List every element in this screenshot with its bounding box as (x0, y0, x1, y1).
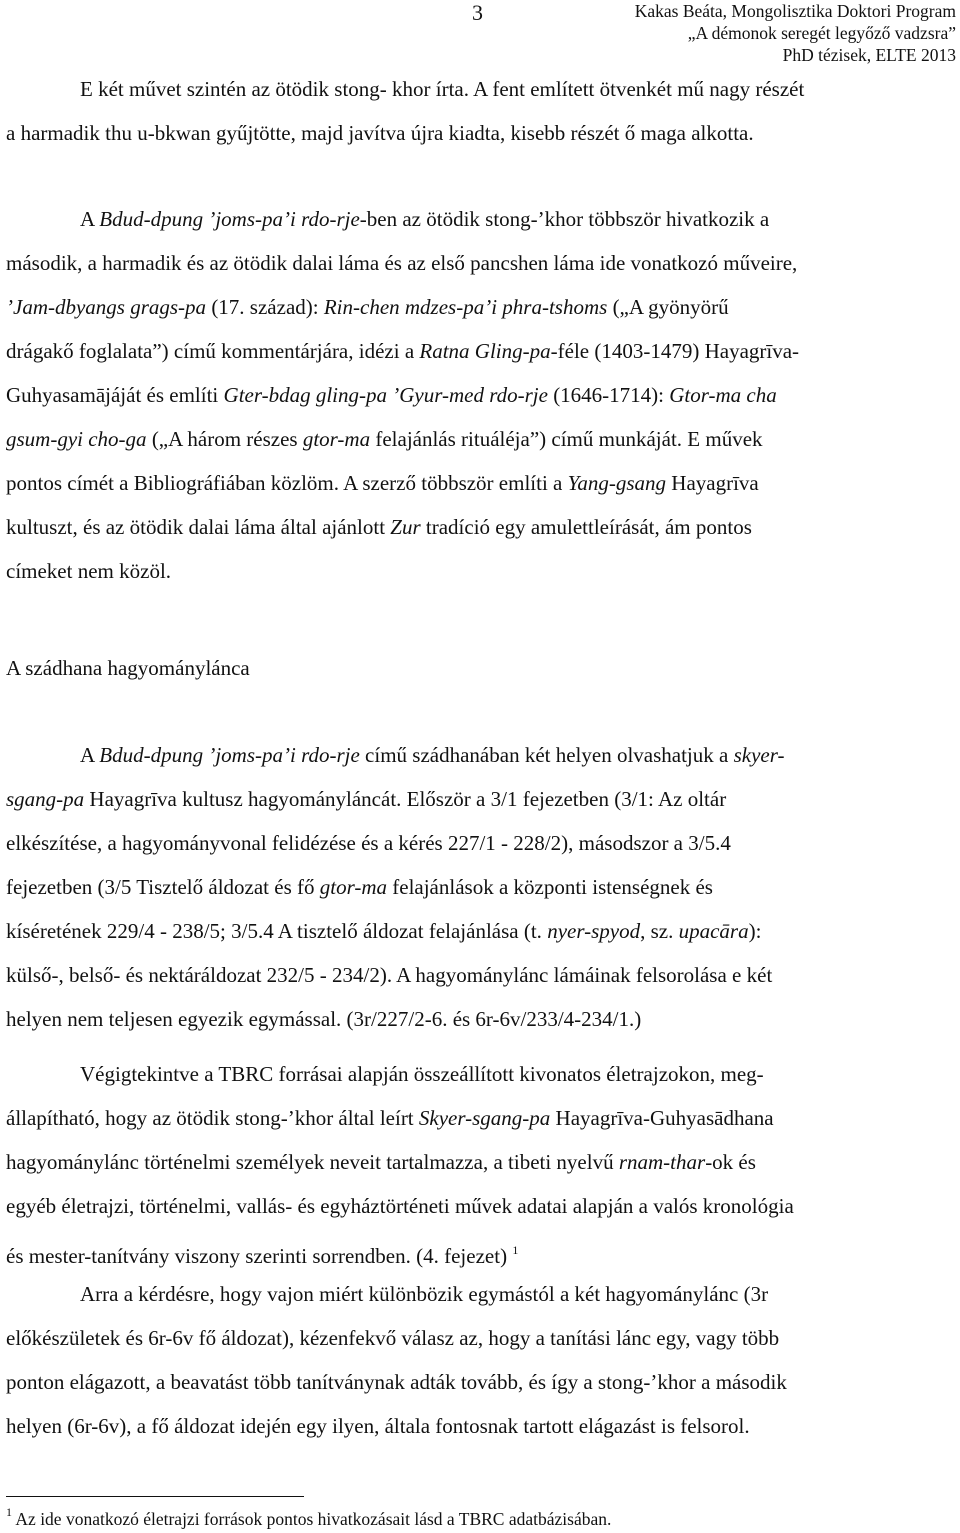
text-line: állapítható, hogy az ötödik stong-’khor által leírt Skyer-sgang-pa Hayagrīva-Guhyasādhana (6, 1106, 774, 1130)
text-line: ’Jam-dbyangs grags-pa (17. század): Rin-chen mdzes-pa’i phra-tshoms („A gyönyörű (6, 295, 729, 319)
text-line: drágakő foglalata”) című kommentárjára, idézi a Ratna Gling-pa-féle (1403-1479) Hayagrīva- (6, 339, 800, 363)
header-line-1: Kakas Beáta, Mongolisztika Doktori Program (634, 1, 956, 21)
footnote-divider (6, 1496, 304, 1497)
text-line: ponton elágazott, a beavatást több tanítványnak adták tovább, és így a stong-’khor a második (6, 1370, 787, 1394)
text-line: külső-, belső- és nektáráldozat 232/5 - 234/2). A hagyománylánc lámáinak felsorolása e két (6, 963, 773, 987)
text-line: elkészítése, a hagyományvonal felidézése és a kérés 227/1 - 228/2), másodszor a 3/5.4 (6, 831, 731, 855)
text-line: és mester-tanítvány viszony szerinti sorrendben. (4. fejezet) $^1$ (6, 1243, 519, 1268)
text-line: pontos címét a Bibliográfiában közlöm. A szerző többször említi a Yang-gsang Hayagrīva (6, 471, 759, 495)
text-line: E két művet szintén az ötödik stong- khor írta. A fent említett ötvenkét mű nagy részét (80, 77, 805, 101)
paragraph-0 (6, 76, 956, 164)
page-number: 3 (472, 0, 483, 25)
running-header (635, 0, 956, 66)
text-line: A Bdud-dpung ’joms-pa’i rdo-rje című szádhanában két helyen olvashatjuk a skyer- (80, 743, 785, 767)
text-line: Végigtekintve a TBRC forrásai alapján összeállított kivonatos életrajzokon, meg- (80, 1062, 764, 1086)
text-line: címeket nem közöl. (6, 559, 172, 583)
paragraph-3 (6, 1061, 956, 1281)
footnote (6, 1505, 611, 1530)
paragraph-1 (6, 206, 956, 602)
text-line: előkészületek és 6r-6v fő áldozat), kézenfekvő válasz az, hogy a tanítási lánc egy, vagy több (6, 1326, 780, 1350)
footnote-mark: 1 (6, 1505, 12, 1519)
text-line: hagyománylánc történelmi személyek neveit tartalmazza, a tibeti nyelvű rnam-thar-ok és (6, 1150, 756, 1174)
text-line: Arra a kérdésre, hogy vajon miért különbözik egymástól a két hagyománylánc (3r (80, 1282, 769, 1306)
text-line: Guhyasamājáját és említi Gter-bdag gling-pa ’Gyur-med rdo-rje (1646-1714): Gtor-ma cha (6, 383, 777, 407)
section-heading: A szádhana hagyományláncа (6, 656, 250, 680)
text-line: második, a harmadik és az ötödik dalai láma és az első pancshen láma ide vonatkozó műveire, (6, 251, 798, 275)
text-line: A Bdud-dpung ’joms-pa’i rdo-rje-ben az ötödik stong-’khor többször hivatkozik a (80, 207, 770, 231)
text-line: fejezetben (3/5 Tisztelő áldozat és fő gtor-ma felajánlások a központi istenségnek és (6, 875, 713, 899)
text-line: a harmadik thu u-bkwan gyűjtötte, majd javítva újra kiadta, kisebb részét ő maga alkotta. (6, 121, 754, 145)
paragraph-2 (6, 742, 956, 1050)
header-line-2: „A démonok seregét legyőző vadzsra” (687, 23, 956, 43)
text-line: helyen (6r-6v), a fő áldozat idején egy ilyen, általa fontosnak tartott elágazást is felsorol. (6, 1414, 750, 1438)
text-line: helyen nem teljesen egyezik egymással. (3r/227/2-6. és 6r-6v/233/4-234/1.) (6, 1007, 642, 1031)
text-line: sgang-pa Hayagrīva kultusz hagyományláncát. Először a 3/1 fejezetben (3/1: Az oltár (6, 787, 727, 811)
footnote-text: Az ide vonatkozó életrajzi források pontos hivatkozásait lásd a TBRC adatbázisában. (12, 1509, 612, 1529)
footnote-ref[interactable]: 1 (512, 1243, 519, 1257)
text-line: kultuszt, és az ötödik dalai láma által ajánlott Zur tradíció egy amulettleírását, ám pontos (6, 515, 752, 539)
header-line-3: PhD tézisek, ELTE 2013 (782, 45, 956, 65)
paragraph-4 (6, 1281, 956, 1457)
text-line: gsum-gyi cho-ga („A három részes gtor-ma felajánlás rituáléja”) című munkáját. E művek (6, 427, 763, 451)
text-line: kíséretének 229/4 - 238/5; 3/5.4 A tisztelő áldozat felajánlása (t. nyer-spyod, sz. upacāra): (6, 919, 762, 943)
text-line: egyéb életrajzi, történelmi, vallás- és egyháztörténeti művek adatai alapján a valós kronológia (6, 1194, 794, 1218)
